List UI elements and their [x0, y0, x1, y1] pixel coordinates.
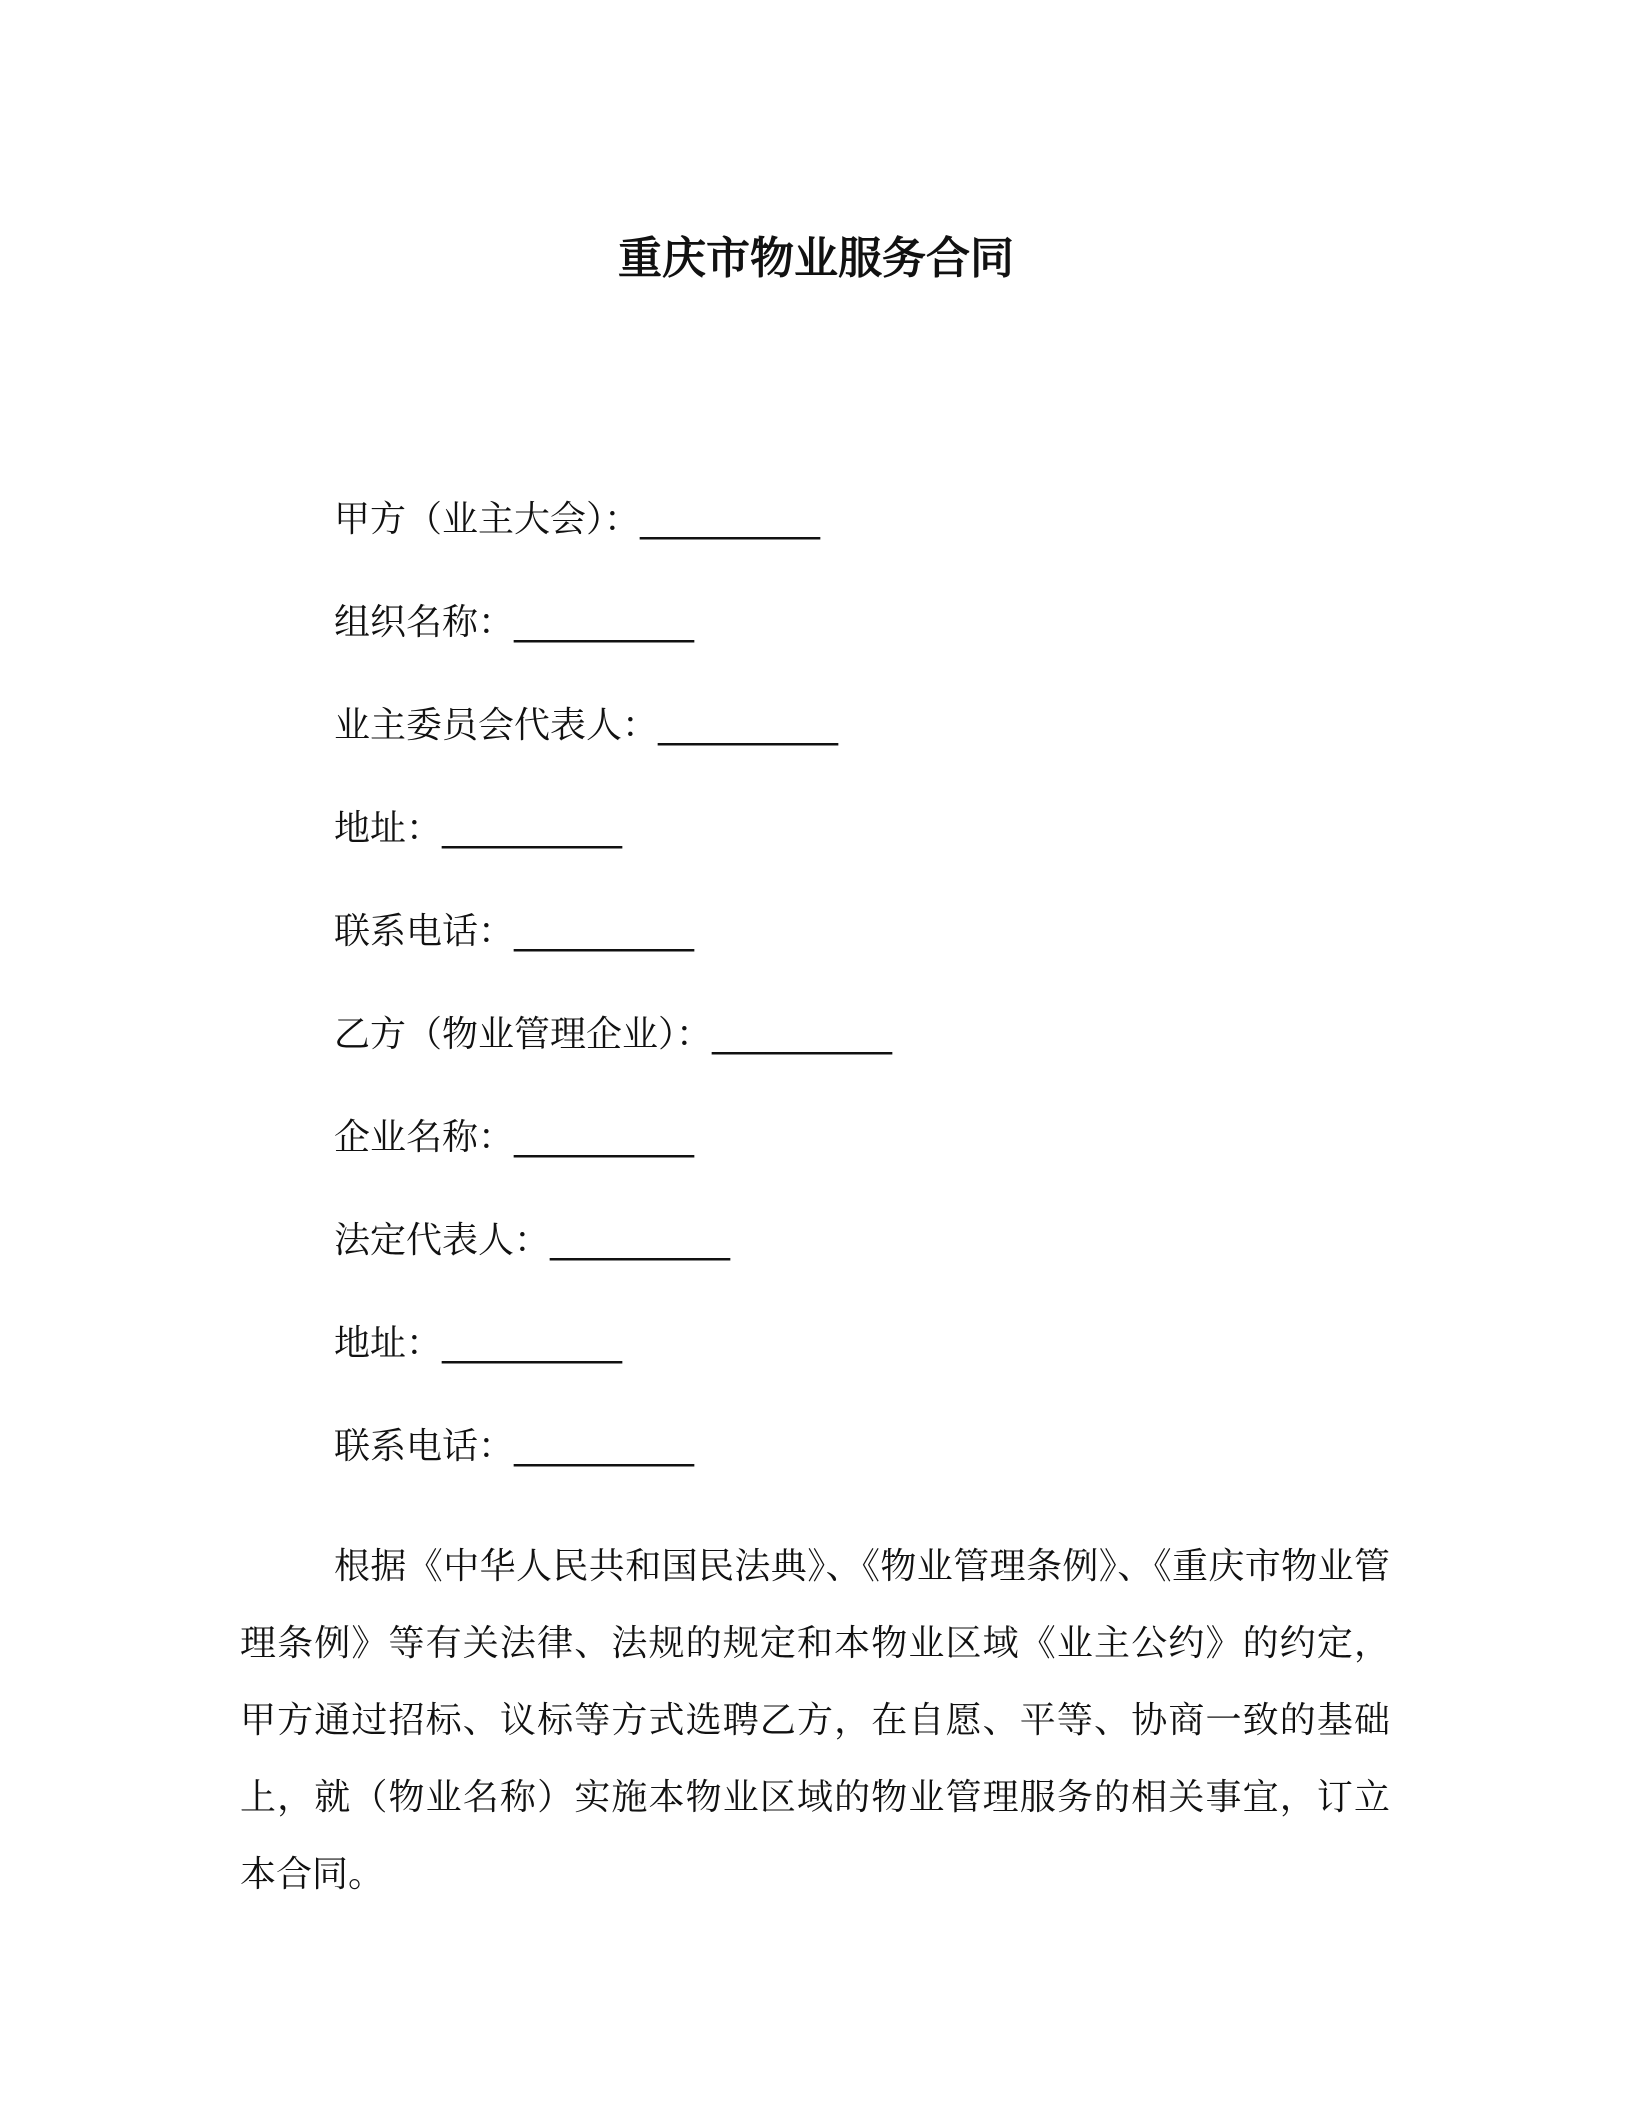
field-blank: __________	[442, 1323, 623, 1364]
field-blank: __________	[442, 808, 623, 849]
field-phone-b	[334, 1422, 694, 1472]
document-title: 重庆市物业服务合同	[618, 233, 1014, 284]
field-address-b	[334, 1319, 622, 1369]
field-committee-representative	[334, 701, 838, 751]
field-blank: __________	[550, 1220, 731, 1261]
field-blank: __________	[712, 1014, 893, 1055]
field-label: 法定代表人：	[334, 1220, 551, 1261]
field-party-b	[334, 1010, 892, 1060]
field-party-a	[334, 495, 820, 545]
field-phone-a	[334, 907, 694, 957]
field-blank: __________	[640, 499, 821, 540]
field-label: 联系电话：	[334, 911, 515, 952]
field-legal-representative	[334, 1216, 730, 1266]
field-label: 地址：	[334, 808, 443, 849]
field-company-name	[334, 1113, 694, 1163]
field-label: 甲方（业主大会）：	[334, 499, 641, 540]
field-label: 业主委员会代表人：	[334, 705, 659, 746]
field-label: 联系电话：	[334, 1426, 515, 1467]
field-blank: __________	[514, 1426, 695, 1467]
field-label: 地址：	[334, 1323, 443, 1364]
preamble-paragraph: 根据《中华人民共和国民法典》、《物业管理条例》、《重庆市物业管理条例》等有关法律、法规的规定和本物业区域《业主公约》的约定，甲方通过招标、议标等方式选聘乙方，在自愿、平等、协商一致的基础上，就（物业名称）实施本物业区域的物业管理服务的相关事宜，订立本合同。	[240, 1546, 1390, 1895]
field-blank: __________	[658, 705, 839, 746]
field-label: 乙方（物业管理企业）：	[334, 1014, 713, 1055]
field-label: 组织名称：	[334, 602, 515, 643]
field-label: 企业名称：	[334, 1117, 515, 1158]
field-blank: __________	[514, 911, 695, 952]
field-blank: __________	[514, 1117, 695, 1158]
field-blank: __________	[514, 602, 695, 643]
field-address-a	[334, 804, 622, 854]
field-organization-name	[334, 598, 694, 648]
